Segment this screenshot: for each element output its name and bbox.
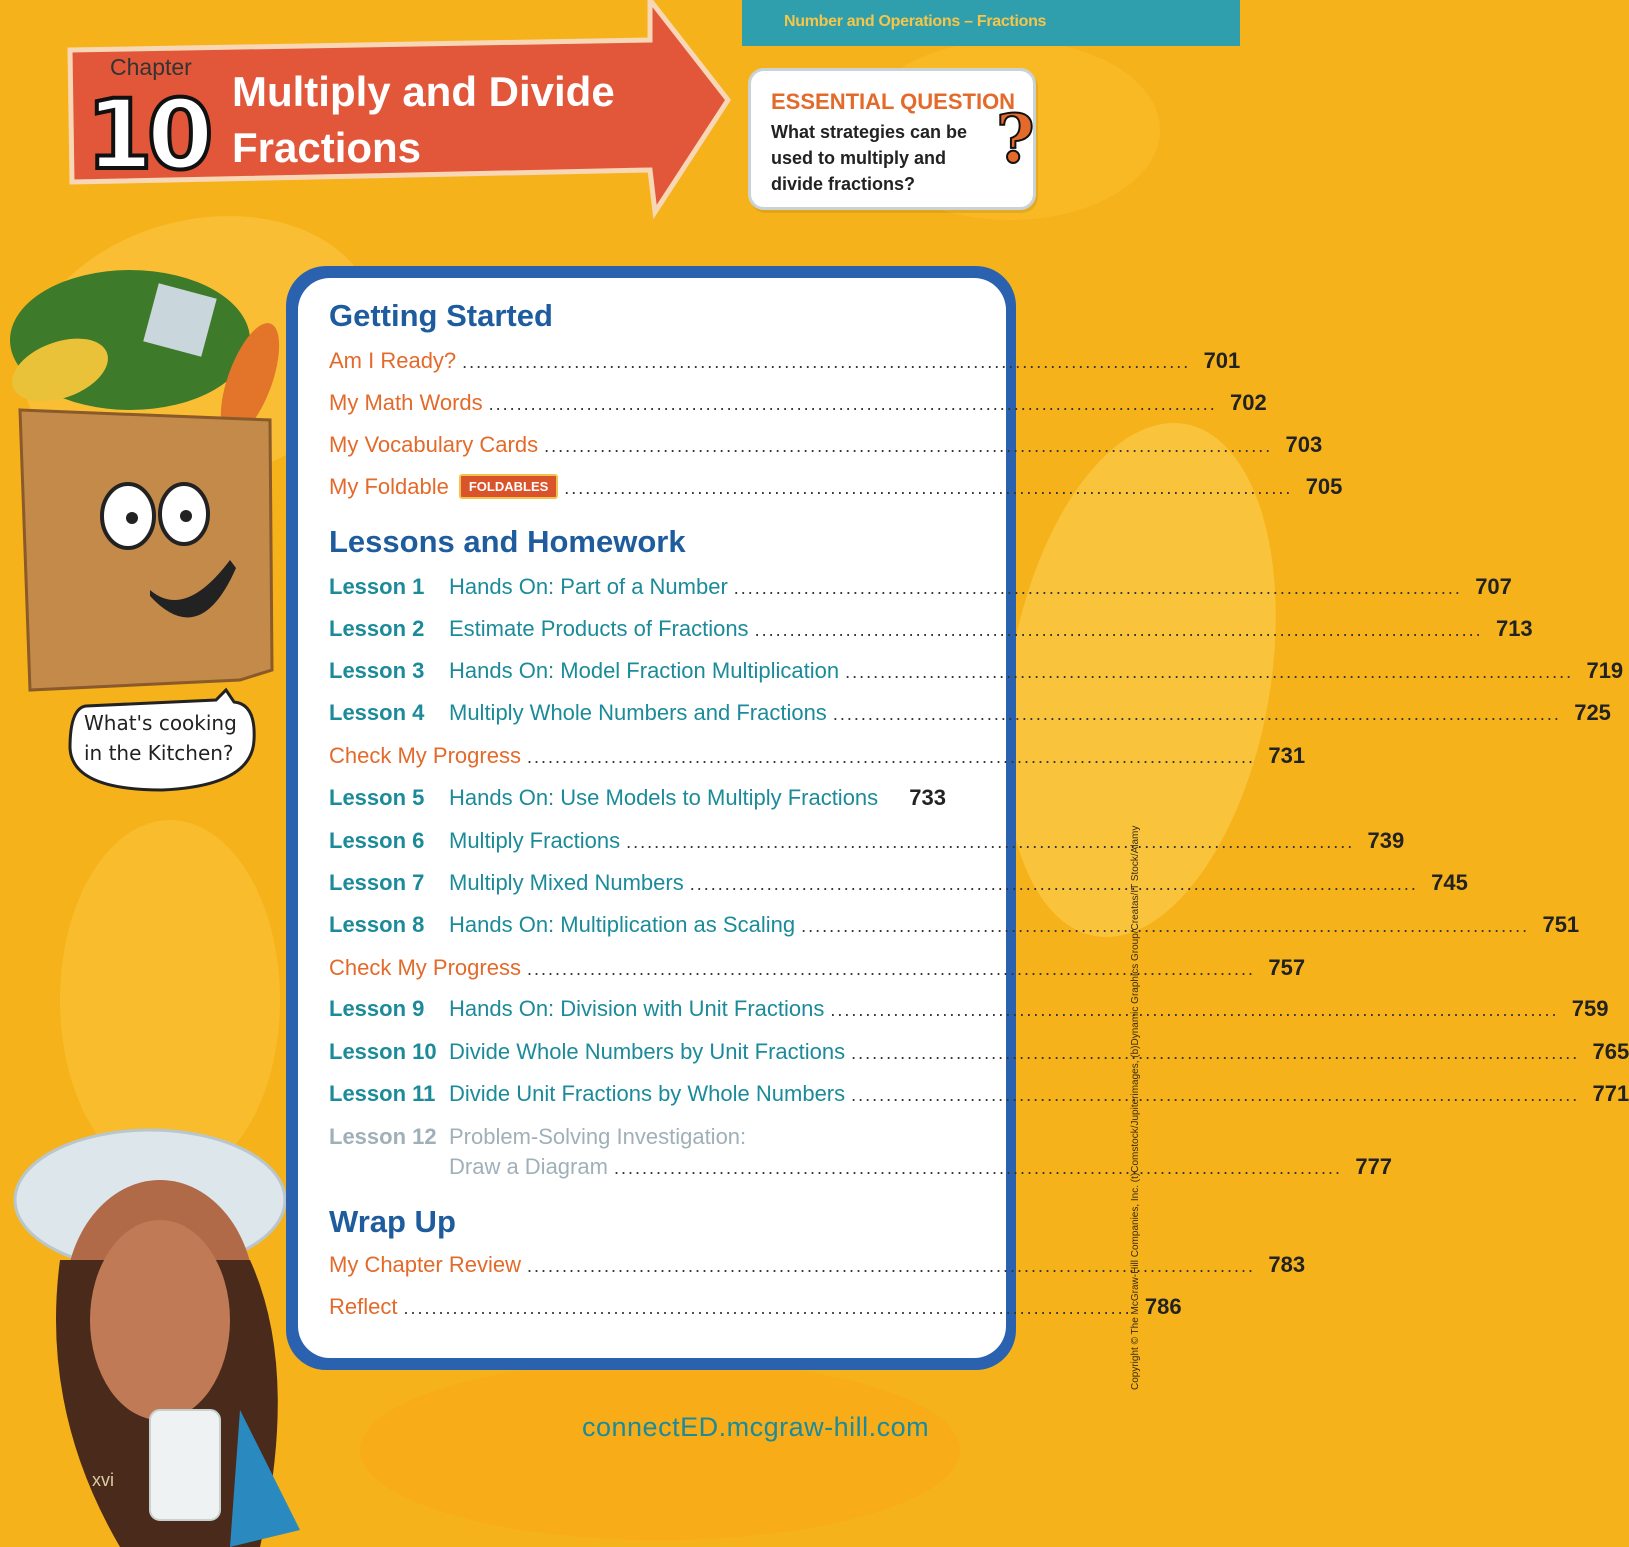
foldables-badge: FOLDABLES (459, 474, 558, 499)
lesson-number: Lesson 10 (329, 1039, 437, 1064)
dot-leader: ........................................................................................................ (801, 916, 1530, 936)
toc-item-title: Am I Ready? (329, 348, 457, 373)
chapter-title-line2: Fractions (232, 124, 422, 171)
dot-leader: ........................................................................................................ (733, 578, 1462, 598)
toc-page-number: 725 (1574, 700, 1611, 725)
toc-item-title: Multiply Mixed Numbers (449, 870, 684, 895)
toc-item-my-vocabulary-cards[interactable] (329, 432, 1323, 466)
dot-leader: ........................................................................................................ (832, 704, 1561, 724)
page-number: xvi (92, 1470, 114, 1490)
toc-page-number: 702 (1230, 390, 1267, 415)
toc-item-lesson-11[interactable] (329, 1081, 1629, 1115)
toc-item-lesson-5[interactable] (329, 785, 946, 819)
lesson-number: Lesson 7 (329, 870, 425, 895)
toc-item-check-progress-1[interactable] (329, 743, 1306, 777)
toc-item-my-math-words[interactable] (329, 390, 1267, 424)
toc-page-number: 786 (1144, 1294, 1182, 1319)
toc-item-lesson-10[interactable] (329, 1039, 1629, 1073)
toc-item-lesson-9[interactable] (329, 996, 1609, 1030)
toc-page-number: 771 (1592, 1081, 1629, 1106)
lesson-number: Lesson 5 (329, 785, 425, 810)
toc-item-title: Estimate Products of Fractions (449, 616, 749, 641)
dot-leader: ........................................................................................................ (830, 1000, 1559, 1020)
chapter-title-line1: Multiply and Divide (232, 68, 615, 115)
section-title-wrap-up: Wrap Up (329, 1204, 456, 1239)
toc-page-number: 719 (1586, 658, 1624, 683)
toc-item-title: Divide Unit Fractions by Whole Numbers (449, 1081, 846, 1106)
toc-page-number: 705 (1305, 474, 1343, 499)
toc-item-lesson-2[interactable] (329, 616, 1533, 650)
toc-item-title: Hands On: Division with Unit Fractions (449, 996, 825, 1021)
question-mark-icon: ? (996, 100, 1035, 178)
lesson-number: Lesson 11 (329, 1081, 436, 1106)
toc-item-reflect[interactable] (329, 1294, 1182, 1328)
toc-item-lesson-12[interactable] (329, 1124, 946, 1158)
toc-item-check-progress-2[interactable] (329, 955, 1306, 989)
toc-item-lesson-6[interactable] (329, 828, 1405, 862)
dot-leader: ........................................................................................................ (626, 832, 1355, 852)
dot-leader: ........................................................................................................ (613, 1158, 1343, 1178)
copyright-credit: Copyright © The McGraw-Hill Companies, Inc. (t)Comstock/Jupiterimages, (b)Dynamic Graphics Group/Creatas/IT Stock/Alamy (1130, 825, 1141, 1390)
toc-page-number: 703 (1285, 432, 1323, 457)
toc-item-title: Problem-Solving Investigation: (449, 1124, 747, 1149)
dot-leader: ........................................................................................................ (462, 352, 1191, 372)
toc-item-lesson-12-continued[interactable] (329, 1154, 1393, 1188)
toc-item-lesson-8[interactable] (329, 912, 1580, 946)
website-link[interactable]: connectED.mcgraw-hill.com (582, 1412, 930, 1442)
essential-question-card (748, 68, 1036, 210)
toc-item-title: Reflect (329, 1294, 398, 1319)
toc-page-number: 713 (1495, 616, 1533, 641)
lesson-number: Lesson 1 (329, 574, 425, 599)
dot-leader: ........................................................................................................ (754, 620, 1483, 640)
toc-item-title: Draw a Diagram (449, 1154, 608, 1179)
toc-page-number: 745 (1431, 870, 1468, 895)
essential-question-heading: ESSENTIAL QUESTION (771, 89, 1016, 114)
toc-item-title: Multiply Fractions (449, 828, 621, 853)
toc-page-number: 739 (1367, 828, 1405, 853)
dot-leader: ........................................................................................................ (526, 959, 1256, 979)
dot-leader: ........................................................................................................ (526, 747, 1256, 767)
toc-item-title: My Foldable (329, 474, 449, 499)
toc-item-title: Hands On: Part of a Number (449, 574, 728, 599)
toc-item-my-foldable[interactable] (329, 474, 1343, 508)
toc-item-title: Hands On: Multiplication as Scaling (449, 912, 796, 937)
lesson-number: Lesson 6 (329, 828, 425, 853)
toc-item-title: Hands On: Model Fraction Multiplication (449, 658, 840, 683)
section-title-lessons: Lessons and Homework (329, 524, 686, 559)
lesson-number: Lesson 2 (329, 616, 425, 641)
toc-page-number: 707 (1475, 574, 1512, 599)
lesson-number: Lesson 3 (329, 658, 425, 683)
lesson-number: Lesson 12 (329, 1124, 437, 1149)
toc-page-number: 733 (909, 785, 946, 810)
toc-item-title: My Vocabulary Cards (329, 432, 539, 457)
toc-item-title: Hands On: Use Models to Multiply Fractions (449, 785, 879, 810)
toc-page-number: 783 (1268, 1252, 1306, 1277)
toc-page-number: 759 (1571, 996, 1609, 1021)
toc-item-title: Check My Progress (329, 743, 521, 768)
dot-leader: ........................................................................................................ (526, 1256, 1256, 1276)
lesson-number: Lesson 4 (329, 700, 425, 725)
dot-leader: ........................................................................................................ (851, 1085, 1580, 1105)
strand-banner: Number and Operations – Fractions (742, 0, 1240, 46)
toc-item-lesson-3[interactable] (329, 658, 1624, 692)
toc-item-title: Divide Whole Numbers by Unit Fractions (449, 1039, 846, 1064)
toc-item-lesson-1[interactable] (329, 574, 1512, 608)
dot-leader: ........................................................................................................ (689, 874, 1418, 894)
background-texture (360, 1360, 960, 1540)
speech-bubble-text: What's cooking in the Kitchen? (84, 711, 237, 765)
toc-item-title: Check My Progress (329, 955, 521, 980)
dot-leader: ........................................................................................................ (488, 394, 1217, 414)
dot-leader: ........................................................................................................ (403, 1298, 1132, 1318)
toc-item-lesson-7[interactable] (329, 870, 1468, 904)
toc-page-number: 757 (1268, 955, 1306, 980)
lesson-number: Lesson 9 (329, 996, 425, 1021)
dot-leader: ........................................................................................................ (544, 436, 1273, 456)
toc-item-title: My Math Words (329, 390, 483, 415)
chapter-label: Chapter (110, 54, 192, 80)
essential-question-text: What strategies can be used to multiply and divide fractions? (771, 122, 968, 194)
toc-page-number: 765 (1592, 1039, 1629, 1064)
toc-item-am-i-ready[interactable] (329, 348, 1241, 382)
dot-leader: ........................................................................................................ (851, 1043, 1580, 1063)
toc-page-number: 731 (1268, 743, 1306, 768)
toc-page-number: 751 (1542, 912, 1580, 937)
toc-item-chapter-review[interactable] (329, 1252, 1306, 1286)
toc-item-lesson-4[interactable] (329, 700, 1611, 734)
section-title-getting-started: Getting Started (329, 298, 553, 333)
chapter-title (232, 64, 615, 176)
dot-leader: ........................................................................................................ (845, 662, 1574, 682)
toc-item-title: Multiply Whole Numbers and Fractions (449, 700, 827, 725)
chapter-number: 10 (86, 79, 208, 191)
lesson-number: Lesson 8 (329, 912, 425, 937)
toc-page-number: 701 (1203, 348, 1241, 373)
dot-leader: ........................................................................................................ (564, 478, 1293, 498)
toc-item-title: My Chapter Review (329, 1252, 521, 1277)
toc-page-number: 777 (1355, 1154, 1393, 1179)
